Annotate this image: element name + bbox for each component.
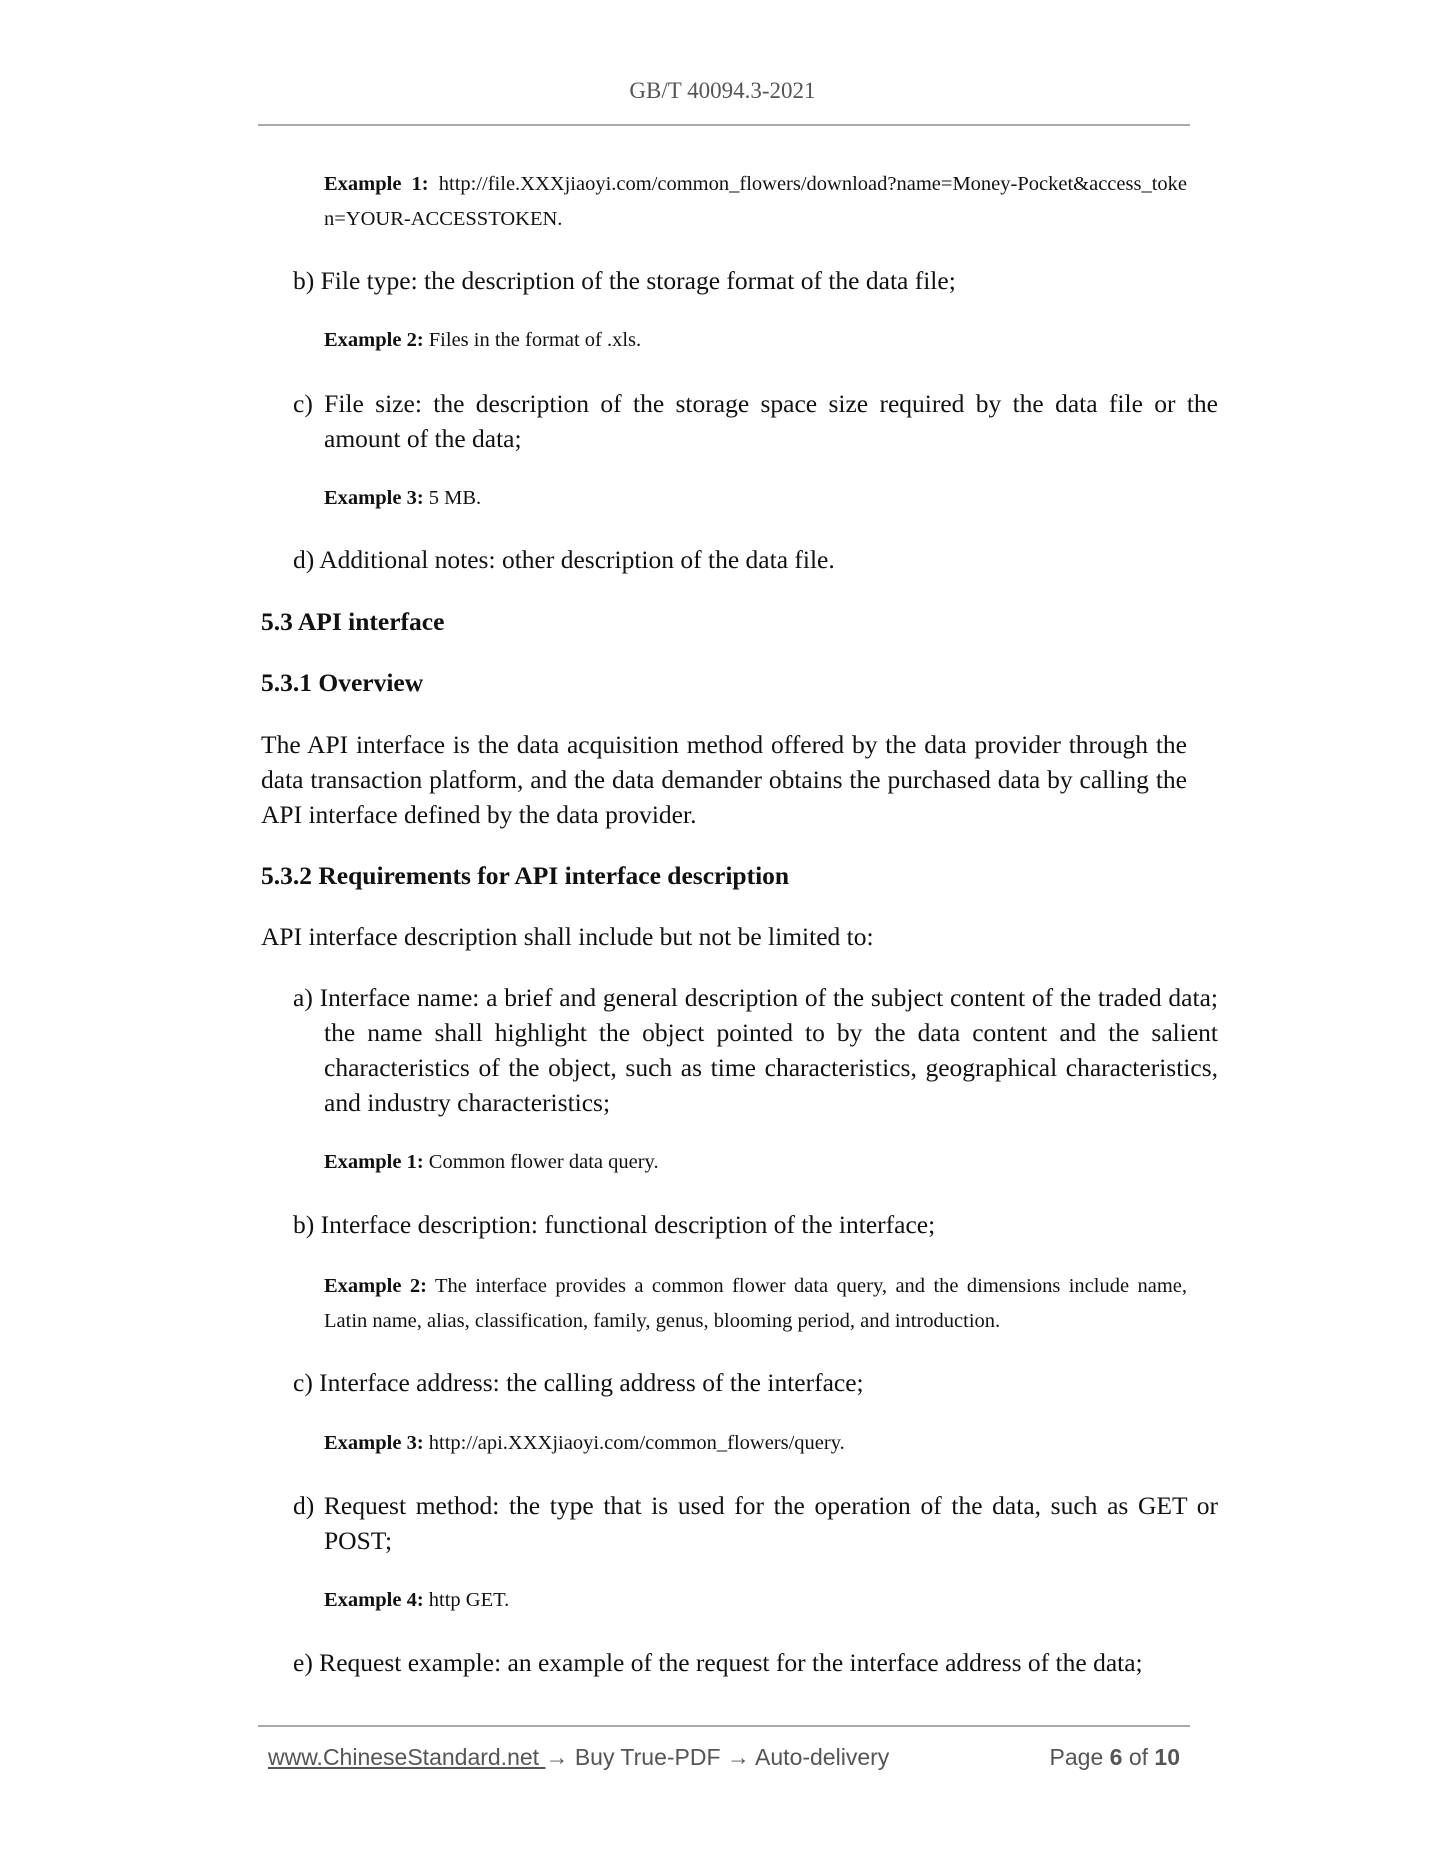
example-label: Example 2: [324,329,424,351]
example-file-size [324,481,1187,516]
page-total: 10 [1154,1744,1180,1770]
section-heading-5-3-2: 5.3.2 Requirements for API interface description [261,861,790,890]
example-label: Example 3: [324,487,424,509]
example-text: Files in the format of .xls. [423,329,642,351]
example-label: Example 2: [324,1275,427,1297]
page-number: 6 [1109,1744,1123,1770]
footer-trail: → Buy True-PDF → Auto-delivery [545,1744,890,1770]
example-request-method [324,1583,1187,1618]
list-item-file-type: b) File type: the description of the storage format of the data file; [293,266,956,295]
list-item-request-method: d) Request method: the type that is used for the operation of the data, such as GET or POST; [293,1491,1218,1555]
intro-paragraph: API interface description shall include but not be limited to: [261,922,874,951]
example-file-type [324,323,1187,358]
document-id-header: GB/T 40094.3-2021 [629,78,816,103]
example-text: http://file.XXXjiaoyi.com/common_flowers/download?name=Money-Pocket&access_token=YOUR-ACCESSTOKEN. [324,173,1187,230]
example-text: http GET. [423,1589,510,1611]
of-label: of [1128,1744,1149,1770]
example-interface-name [324,1145,1187,1180]
section-heading-5-3: 5.3 API interface [261,607,445,636]
list-item-file-size: c) File size: the description of the storage space size required by the data file or the amount of the data; [293,389,1218,453]
example-file-url [324,167,1187,237]
example-text: http://api.XXXjiaoyi.com/common_flowers/query. [423,1432,845,1454]
example-label: Example 3: [324,1432,424,1454]
list-item-interface-name: a) Interface name: a brief and general description of the subject content of the traded data; the name shall highlight the object pointed to by the data content and the salient characteristics of the object, such as time characteristics, geographical characteristics, and industry characteristics; [293,983,1218,1117]
example-interface-description [324,1269,1187,1339]
chinesestandard-link[interactable]: www.ChineseStandard.net [268,1744,546,1770]
overview-paragraph: The API interface is the data acquisition method offered by the data provider through the data transaction platform, and the data demander obtains the purchased data by calling the API interface defined by the data provider. [261,730,1187,829]
example-text: The interface provides a common flower data query, and the dimensions include name, Latin name, alias, classification, family, genus, blooming period, and introduction. [324,1275,1187,1332]
list-item-additional-notes: d) Additional notes: other description of the data file. [293,545,835,574]
example-label: Example 4: [324,1589,424,1611]
footer [268,1744,1180,1771]
example-text: 5 MB. [423,487,482,509]
section-heading-5-3-1: 5.3.1 Overview [261,668,424,697]
example-text: Common flower data query. [423,1151,659,1173]
example-label: Example 1: [324,173,429,195]
header-divider [258,124,1190,126]
example-label: Example 1: [324,1151,424,1173]
footer-divider [258,1725,1190,1727]
list-item-interface-address: c) Interface address: the calling address of the interface; [293,1368,864,1397]
list-item-request-example: e) Request example: an example of the request for the interface address of the data; [293,1648,1143,1677]
example-interface-address [324,1426,1187,1461]
page-indicator [1050,1744,1180,1771]
list-item-interface-description: b) Interface description: functional description of the interface; [293,1210,936,1239]
page-label: Page [1049,1744,1104,1770]
